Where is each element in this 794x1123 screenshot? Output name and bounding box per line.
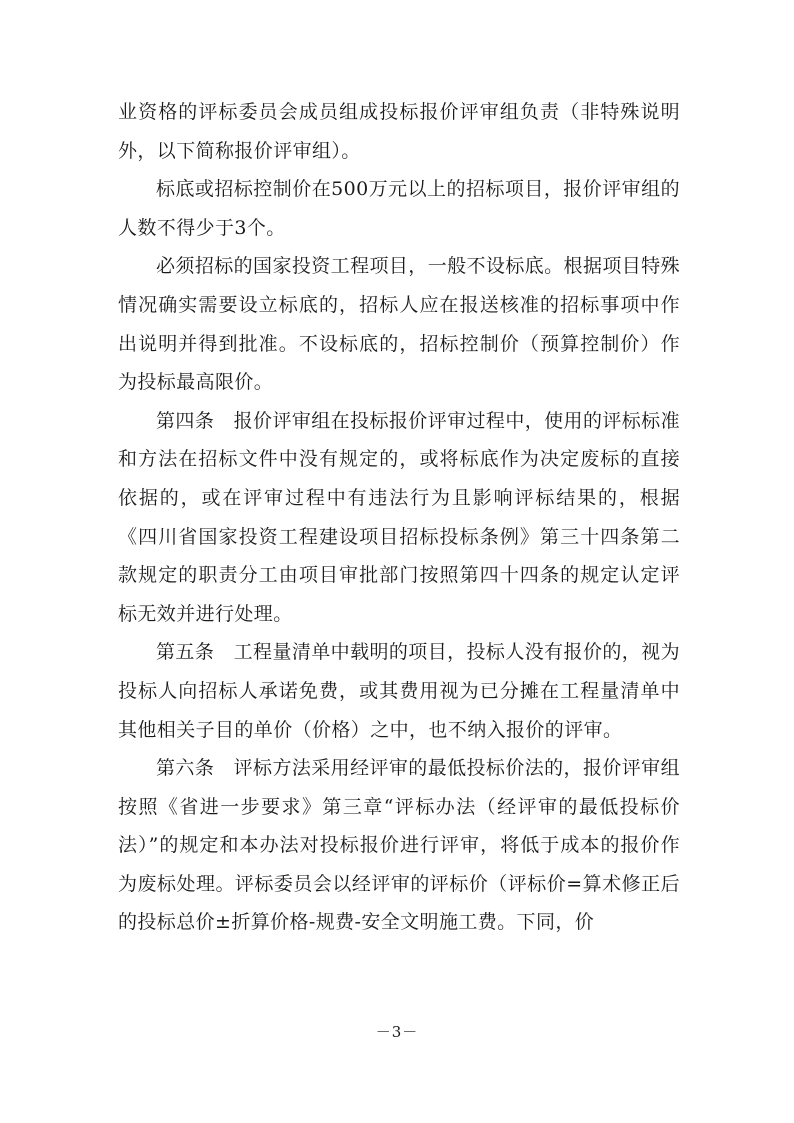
- paragraph-no-base-price: 必须招标的国家投资工程项目，一般不设标底。根据项目特殊情况确实需要设立标底的，招标人应在报送核准的招标事项中作出说明并得到批准。不设标底的，招标控制价（预算控制价）作为投标最高限价。: [118, 255, 680, 394]
- paragraph-article-6: 第六条 评标方法采用经评审的最低投标价法的，报价评审组按照《省进一步要求》第三章“评标办法（经评审的最低投标价法）”的规定和本办法对投标报价进行评审，将低于成本的报价作为废标处理。评标委员会以经评审的评标价（评标价=算术修正后的投标总价±折算价格-规费-安全文明施工费。下同，价: [118, 757, 680, 934]
- page-number: －3－: [375, 1023, 419, 1041]
- document-body: [118, 93, 680, 942]
- paragraph-bid-control-price: 标底或招标控制价在500万元以上的招标项目，报价评审组的人数不得少于3个。: [118, 178, 680, 239]
- paragraph-article-5: 第五条 工程量清单中载明的项目，投标人没有报价的，视为投标人向招标人承诺免费，或其费用视为已分摊在工程量清单中其他相关子目的单价（价格）之中，也不纳入报价的评审。: [118, 641, 680, 741]
- paragraph-article-4: 第四条 报价评审组在投标报价评审过程中，使用的评标标准和方法在招标文件中没有规定的，或将标底作为决定废标的直接依据的，或在评审过程中有违法行为且影响评标结果的，根据《四川省国家投资工程建设项目招标投标条例》第三十四条第二款规定的职责分工由项目审批部门按照第四十四条的规定认定评标无效并进行处理。: [118, 409, 680, 625]
- paragraph-continued: 业资格的评标委员会成员组成投标报价评审组负责（非特殊说明外，以下简称报价评审组）。: [118, 101, 680, 162]
